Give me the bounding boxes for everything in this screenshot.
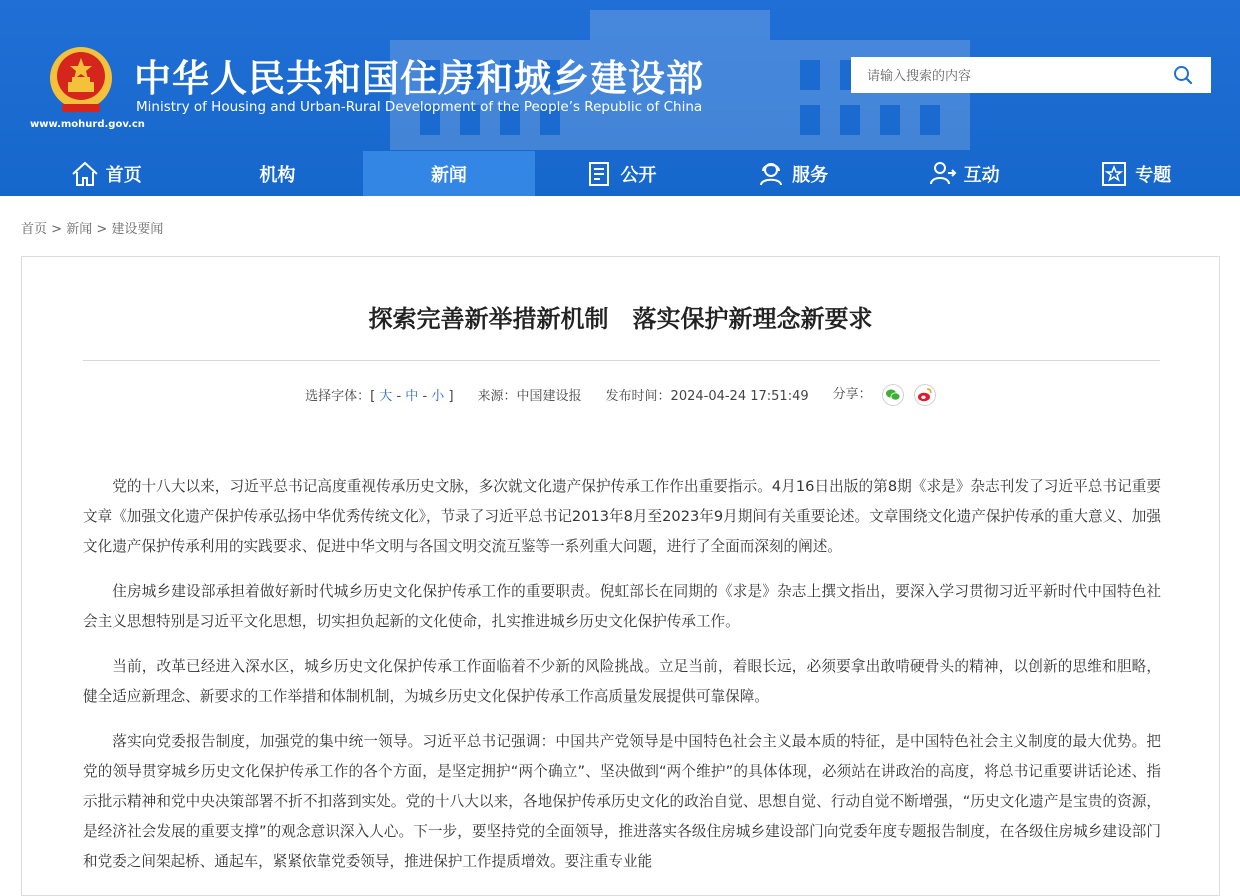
breadcrumb-item-construction-news[interactable]: 建设要闻: [111, 222, 164, 237]
font-size-selector: [305, 385, 453, 404]
nav-item-public[interactable]: [535, 151, 707, 196]
font-medium-button[interactable]: 中: [405, 388, 419, 404]
breadcrumb-separator: >: [51, 222, 63, 237]
nav-item-news[interactable]: [363, 151, 535, 196]
article-paragraph: 落实向党委报告制度，加强党的集中统一领导。习近平总书记强调：中国共产党领导是中国特色社会主义最本质的特征，是中国特色社会主义制度的最大优势。把党的领导贯穿城乡历史文化保护传承工作的各个方面，是坚定拥护“两个确立”、坚决做到“两个维护”的具体体现，必须站在讲政治的高度，将总书记重要讲话论述、指示批示精神和党中央决策部署不折不扣落到实处。党的十八大以来，各地保护传承历史文化的政治自觉、思想自觉、行动自觉不断增强，“历史文化遗产是宝贵的资源，是经济社会发展的重要支撑”的观念意识深入人心。下一步，要坚持党的全面领导，推进落实各级住房城乡建设部门向党委年度专题报告制度，在各级住房城乡建设部门和党委之间架起桥、通起车，紧紧依靠党委领导，推进保护工作提质增效。要注重专业能: [83, 733, 1161, 870]
article-paragraph: 党的十八大以来，习近平总书记高度重视传承历史文脉，多次就文化遗产保护传承工作作出重要指示。4月16日出版的第8期《求是》杂志刊发了习近平总书记重要文章《加强文化遗产保护传承弘扬中华优秀传统文化》，节录了习近平总书记2013年8月至2023年9月期间有关重要论述。文章围绕文化遗产保护传承的重大意义、加强文化遗产保护传承利用的实践要求、促进中华文明与各国文明交流互鉴等一系列重大问题，进行了全面而深刻的阐述。: [83, 478, 1161, 555]
article-title: 探索完善新举措新机制 落实保护新理念新要求: [368, 305, 873, 333]
font-dash: -: [422, 388, 428, 404]
nav-item-service[interactable]: [706, 151, 878, 196]
article-body: [83, 472, 1161, 892]
main-nav: [20, 151, 1221, 196]
nav-label: 专题: [1135, 164, 1172, 186]
nav-label: 互动: [963, 164, 1000, 186]
nav-label: 服务: [792, 164, 829, 186]
interaction-icon: [928, 159, 958, 189]
nav-label: 公开: [620, 164, 657, 186]
topic-star-icon: [1099, 159, 1129, 189]
service-icon: [756, 159, 786, 189]
font-large-button[interactable]: 大: [379, 388, 393, 404]
search-box: [851, 57, 1211, 93]
font-select-end: ]: [448, 388, 454, 404]
weibo-icon[interactable]: [914, 384, 936, 406]
nav-item-interaction[interactable]: [878, 151, 1050, 196]
share-label: 分享：: [832, 387, 872, 402]
article-panel: [21, 256, 1220, 896]
article-source: 来源：中国建设报: [477, 388, 582, 404]
share-group: [833, 383, 936, 406]
breadcrumb-separator: >: [96, 222, 108, 237]
document-icon: [585, 159, 615, 189]
site-title: 中华人民共和国住房和城乡建设部: [134, 57, 704, 100]
nav-label: 首页: [105, 164, 142, 186]
nav-label: 新闻: [430, 164, 467, 186]
search-input[interactable]: [865, 65, 1159, 87]
article-meta: [22, 383, 1219, 406]
breadcrumb-item-news[interactable]: 新闻: [66, 222, 93, 237]
article-paragraph: 住房城乡建设部承担着做好新时代城乡历史文化保护传承工作的重要职责。倪虹部长在同期的《求是》杂志上撰文指出，要深入学习贯彻习近平新时代中国特色社会主义思想特别是习近平文化思想，切实担负起新的文化使命，扎实推进城乡历史文化保护传承工作。: [83, 583, 1161, 630]
title-divider: [83, 360, 1160, 361]
font-select-label: 选择字体：[: [305, 388, 376, 404]
site-subtitle: Ministry of Housing and Urban-Rural Development of the People’s Republic of China: [136, 99, 703, 115]
national-emblem-icon: [46, 44, 116, 116]
wechat-icon[interactable]: [882, 384, 904, 406]
publish-time: 发布时间：2024-04-24 17:51:49: [605, 388, 809, 404]
font-small-button[interactable]: 小: [431, 388, 445, 404]
breadcrumb: [21, 218, 163, 237]
breadcrumb-item-home[interactable]: 首页: [21, 222, 48, 237]
home-icon: [70, 159, 100, 189]
nav-item-topic[interactable]: [1049, 151, 1221, 196]
nav-item-organization[interactable]: [192, 151, 364, 196]
article-paragraph: 当前，改革已经进入深水区，城乡历史文化保护传承工作面临着不少新的风险挑战。立足当前，着眼长远，必须要拿出敢啃硬骨头的精神，以创新的思维和胆略，健全适应新理念、新要求的工作举措和体制机制，为城乡历史文化保护传承工作高质量发展提供可靠保障。: [83, 658, 1161, 705]
font-dash: -: [396, 388, 402, 404]
search-icon[interactable]: [1173, 65, 1193, 85]
nav-label: 机构: [259, 164, 296, 186]
nav-item-home[interactable]: [20, 151, 192, 196]
site-url[interactable]: www.mohurd.gov.cn: [30, 119, 145, 130]
